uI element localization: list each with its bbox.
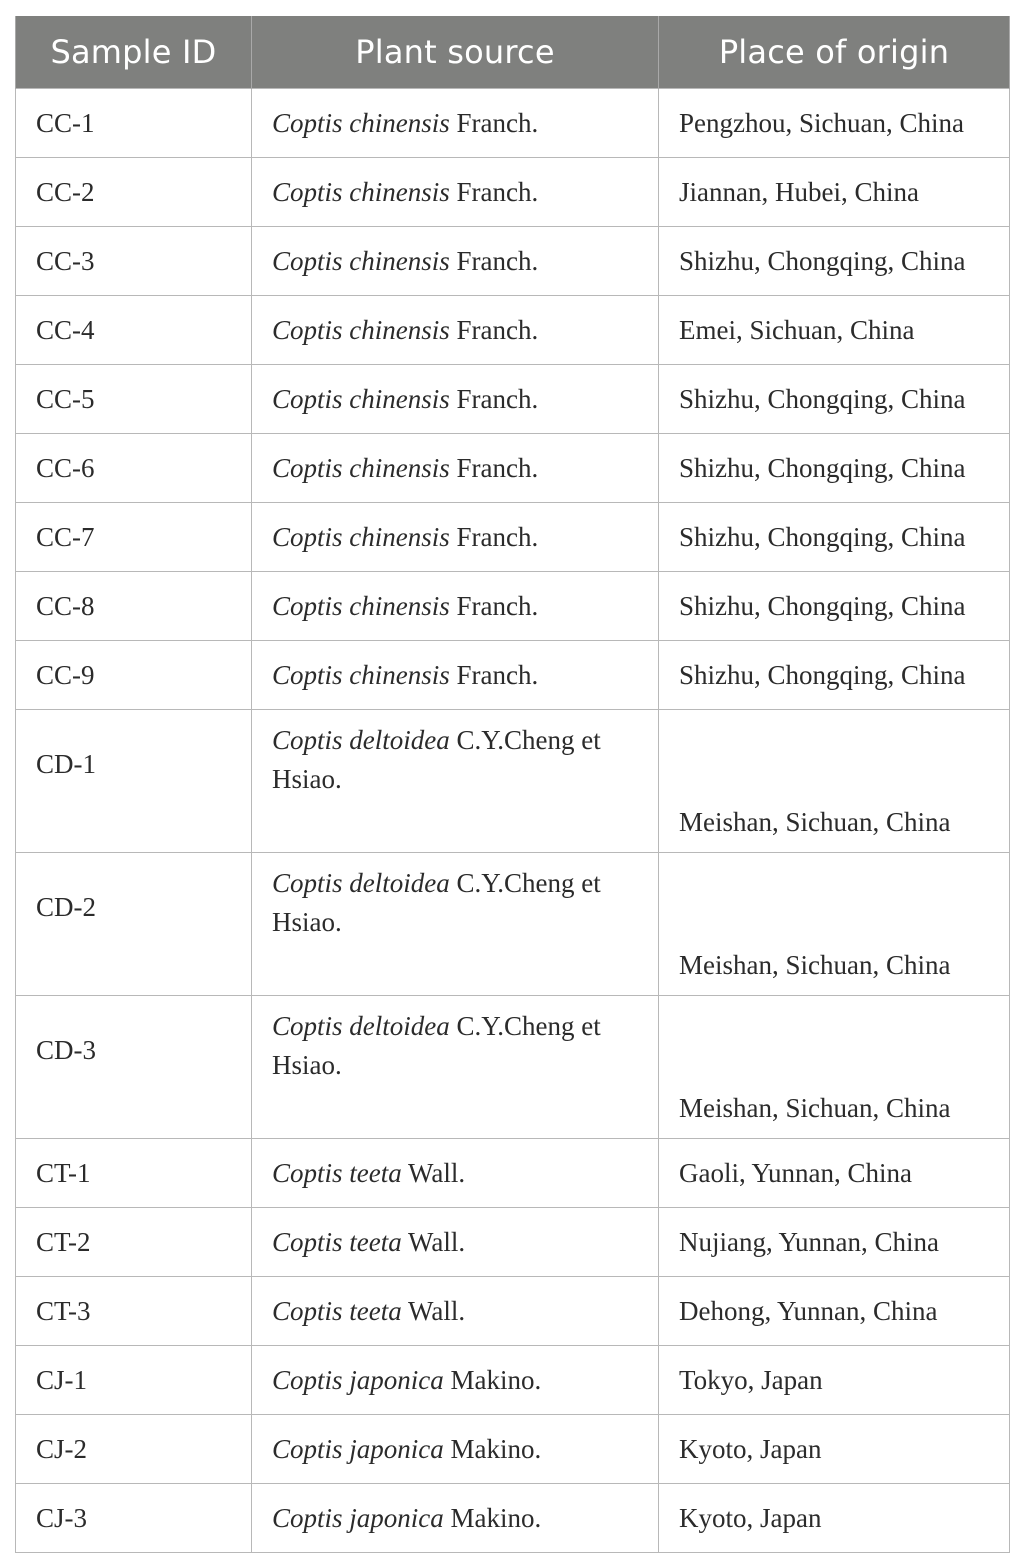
species-authority: Franch.: [456, 314, 539, 345]
table-row: [16, 158, 1010, 227]
plant-source-cell: [252, 1346, 659, 1415]
species-name: Coptis japonica: [272, 1364, 444, 1395]
sample-id-cell: CT-1: [16, 1139, 252, 1208]
species-name: Coptis japonica: [272, 1433, 444, 1464]
table-row: [16, 853, 1010, 996]
table-row: [16, 996, 1010, 1139]
plant-source-cell: [252, 1277, 659, 1346]
species-name: Coptis teeta: [272, 1295, 402, 1326]
species-authority: C.Y.Cheng et Hsiao.: [272, 868, 601, 937]
sample-id-cell: CT-3: [16, 1277, 252, 1346]
species-authority: Franch.: [456, 452, 539, 483]
sample-id-cell: CC-8: [16, 572, 252, 641]
place-of-origin-cell: Meishan, Sichuan, China: [659, 710, 1010, 853]
table-row: [16, 227, 1010, 296]
header-row: [16, 16, 1010, 89]
place-of-origin-cell: Emei, Sichuan, China: [659, 296, 1010, 365]
species-name: Coptis chinensis: [272, 176, 450, 207]
sample-id-cell: CJ-1: [16, 1346, 252, 1415]
sample-id-cell: CT-2: [16, 1208, 252, 1277]
species-authority: Franch.: [456, 383, 539, 414]
sample-id-cell: CJ-3: [16, 1484, 252, 1553]
species-name: Coptis chinensis: [272, 590, 450, 621]
place-of-origin-cell: Nujiang, Yunnan, China: [659, 1208, 1010, 1277]
place-of-origin-cell: Dehong, Yunnan, China: [659, 1277, 1010, 1346]
header-sample-id: Sample ID: [16, 16, 252, 89]
species-authority: Franch.: [456, 659, 539, 690]
species-authority: Franch.: [456, 107, 539, 138]
table-row: [16, 434, 1010, 503]
table-row: [16, 641, 1010, 710]
plant-source-cell: [252, 1139, 659, 1208]
species-name: Coptis teeta: [272, 1157, 402, 1188]
sample-id-cell: CC-6: [16, 434, 252, 503]
species-name: Coptis chinensis: [272, 383, 450, 414]
sample-id-cell: CJ-2: [16, 1415, 252, 1484]
species-name: Coptis japonica: [272, 1502, 444, 1533]
species-name: Coptis teeta: [272, 1226, 402, 1257]
species-authority: Makino.: [450, 1502, 542, 1533]
plant-source-cell: [252, 710, 659, 853]
place-of-origin-cell: Jiannan, Hubei, China: [659, 158, 1010, 227]
sample-id-cell: CC-2: [16, 158, 252, 227]
place-of-origin-cell: Gaoli, Yunnan, China: [659, 1139, 1010, 1208]
table-body: [16, 89, 1010, 1553]
samples-table: [15, 16, 1010, 1553]
place-of-origin-cell: Meishan, Sichuan, China: [659, 996, 1010, 1139]
species-name: Coptis chinensis: [272, 452, 450, 483]
table-row: [16, 296, 1010, 365]
species-name: Coptis deltoidea: [272, 725, 450, 755]
species-name: Coptis deltoidea: [272, 1011, 450, 1041]
sample-id-cell: CC-4: [16, 296, 252, 365]
plant-source-cell: [252, 1415, 659, 1484]
table-row: [16, 1484, 1010, 1553]
species-name: Coptis chinensis: [272, 521, 450, 552]
place-of-origin-cell: Tokyo, Japan: [659, 1346, 1010, 1415]
sample-id-cell: CC-9: [16, 641, 252, 710]
sample-id-cell: CC-5: [16, 365, 252, 434]
place-of-origin-cell: Pengzhou, Sichuan, China: [659, 89, 1010, 158]
sample-id-cell: CC-7: [16, 503, 252, 572]
table-row: [16, 1346, 1010, 1415]
table-row: [16, 1415, 1010, 1484]
plant-source-cell: [252, 365, 659, 434]
species-name: Coptis chinensis: [272, 245, 450, 276]
plant-source-cell: [252, 89, 659, 158]
place-of-origin-cell: Kyoto, Japan: [659, 1484, 1010, 1553]
species-name: Coptis chinensis: [272, 659, 450, 690]
plant-source-cell: [252, 296, 659, 365]
table-row: [16, 1208, 1010, 1277]
plant-source-cell: [252, 1208, 659, 1277]
species-authority: Makino.: [450, 1364, 542, 1395]
place-of-origin-cell: Shizhu, Chongqing, China: [659, 227, 1010, 296]
plant-source-cell: [252, 227, 659, 296]
place-of-origin-cell: Shizhu, Chongqing, China: [659, 434, 1010, 503]
sample-id-cell: CD-1: [16, 710, 252, 853]
table-row: [16, 1139, 1010, 1208]
species-name: Coptis deltoidea: [272, 868, 450, 898]
table-row: [16, 503, 1010, 572]
species-authority: C.Y.Cheng et Hsiao.: [272, 1011, 601, 1080]
table-row: [16, 365, 1010, 434]
species-authority: Franch.: [456, 245, 539, 276]
sample-id-cell: CD-2: [16, 853, 252, 996]
place-of-origin-cell: Shizhu, Chongqing, China: [659, 641, 1010, 710]
species-authority: C.Y.Cheng et Hsiao.: [272, 725, 601, 794]
table-row: [16, 572, 1010, 641]
place-of-origin-cell: Shizhu, Chongqing, China: [659, 503, 1010, 572]
place-of-origin-cell: Shizhu, Chongqing, China: [659, 365, 1010, 434]
plant-source-cell: [252, 1484, 659, 1553]
header-place-of-origin: Place of origin: [659, 16, 1010, 89]
table-row: [16, 710, 1010, 853]
table-row: [16, 89, 1010, 158]
sample-id-cell: CC-1: [16, 89, 252, 158]
species-authority: Wall.: [408, 1157, 466, 1188]
place-of-origin-cell: Shizhu, Chongqing, China: [659, 572, 1010, 641]
plant-source-cell: [252, 434, 659, 503]
species-name: Coptis chinensis: [272, 107, 450, 138]
place-of-origin-cell: Kyoto, Japan: [659, 1415, 1010, 1484]
species-authority: Makino.: [450, 1433, 542, 1464]
plant-source-cell: [252, 572, 659, 641]
sample-id-cell: CC-3: [16, 227, 252, 296]
species-authority: Wall.: [408, 1295, 466, 1326]
species-authority: Franch.: [456, 521, 539, 552]
plant-source-cell: [252, 853, 659, 996]
plant-source-cell: [252, 996, 659, 1139]
table-row: [16, 1277, 1010, 1346]
plant-source-cell: [252, 503, 659, 572]
place-of-origin-cell: Meishan, Sichuan, China: [659, 853, 1010, 996]
plant-source-cell: [252, 158, 659, 227]
header-plant-source: Plant source: [252, 16, 659, 89]
table-header: [16, 16, 1010, 89]
species-authority: Franch.: [456, 176, 539, 207]
plant-source-cell: [252, 641, 659, 710]
species-authority: Wall.: [408, 1226, 466, 1257]
species-authority: Franch.: [456, 590, 539, 621]
sample-id-cell: CD-3: [16, 996, 252, 1139]
species-name: Coptis chinensis: [272, 314, 450, 345]
